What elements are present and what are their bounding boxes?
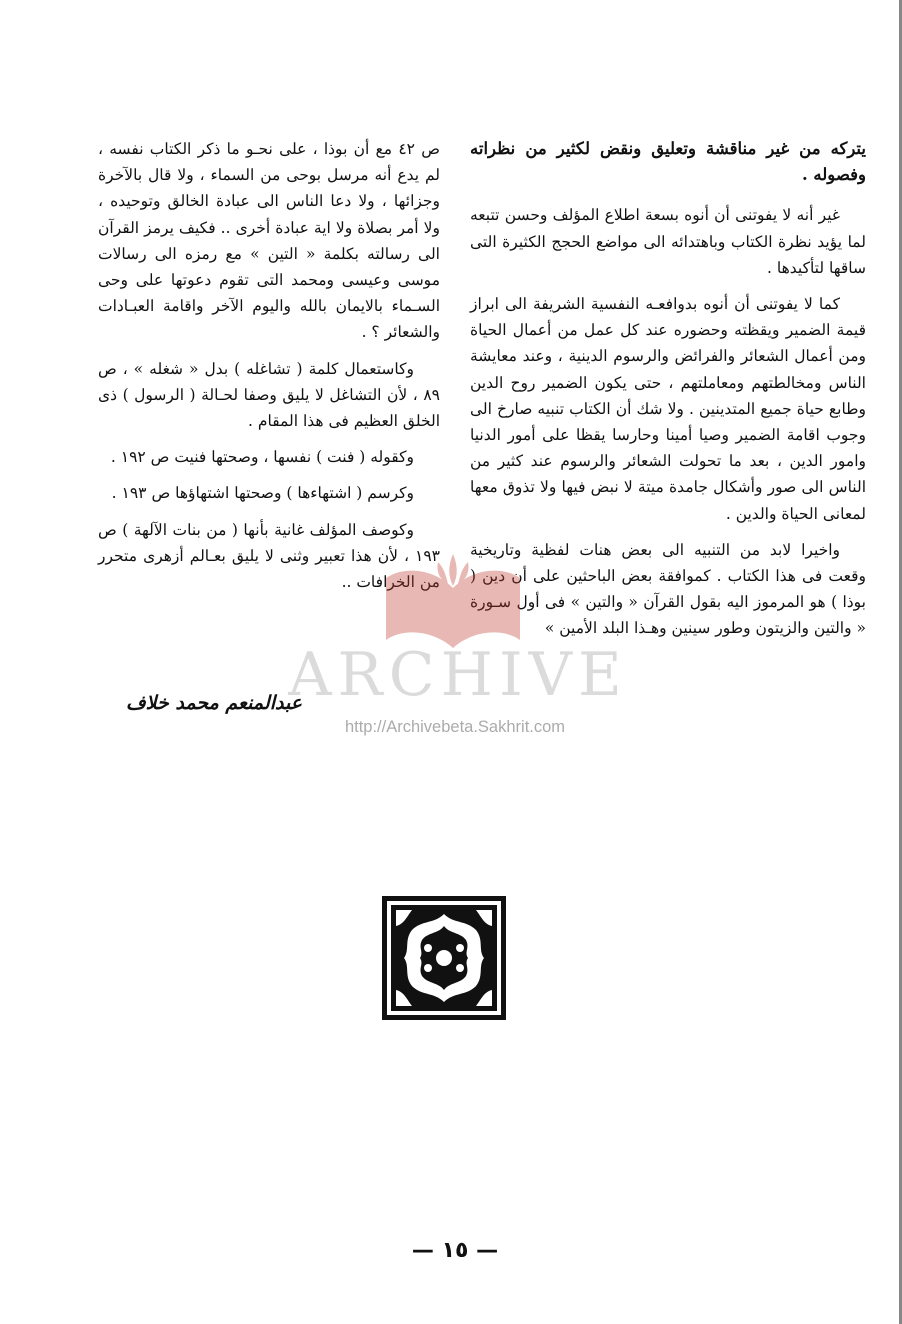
- right-column: [470, 136, 866, 652]
- right-paragraph-1: غير أنه لا يفوتنى أن أنوه بسعة اطلاع المؤلف وحسن تتبعه لما يؤيد نظرة الكتاب وباهتدائه الى مواضع الحجج الكثيرة التى ساقها لتأكيدها .: [470, 206, 866, 277]
- author-signature: عبدالمنعم محمد خلاف: [125, 692, 303, 714]
- watermark-url: http://Archivebeta.Sakhrit.com: [344, 718, 566, 736]
- right-paragraph-3: واخيرا لابد من التنبيه الى بعض هنات لفظية وتاريخية وقعت فى هذا الكتاب . كموافقة بعض الباحثين على أن دين ( بوذا ) هو المرموز اليه بقول القرآن « والتين » فى أول سـورة « والتين والزيتون وطور سينين وهـذا البلد الأمين »: [470, 540, 866, 638]
- arabesque-ornament-icon: [382, 896, 506, 1020]
- left-paragraph-4: وكرسم ( اشتهاءها ) وصحتها اشتهاؤها ص ١٩٣ .: [111, 484, 414, 503]
- right-paragraph-2: كما لا يفوتنى أن أنوه بدوافعـه النفسية الشريفة الى ابراز قيمة الضمير ويقظته وحضوره عند كل عمل من أعمال الحياة ومن أعمال الشعائر والفرائض والرسوم الدينية ، وعند معايشة الناس ومخالطتهم ومعاملتهم ، حتى يكون الضمير روح الدين وطابع حياة جميع المتدينين . ولا شك أن الكتاب تنبيه صارخ الى وجوب اقامة الضمير وصيا أمينا وحارسا يقظا على أمور الدنيا وامور الدين ، بعد ما تحولت الشعائر والرسوم عند كثير من الناس الى صور وأشكال جامدة ميتة لا نبض فيها ولا تذوق معها لمعانى الحياة والدين .: [470, 295, 866, 523]
- page-number: — ١٥ —: [411, 1238, 499, 1263]
- left-paragraph-2: وكاستعمال كلمة ( تشاغله ) بدل « شغله » ، ص ٨٩ ، لأن التشاغل لا يليق وصفا لحـالة ( الرسول ) ذى الخلق العظيم فى هذا المقام .: [98, 359, 440, 431]
- right-column-heading: يتركه من غير مناقشة وتعليق ونقض لكثير من نظراته وفصوله .: [470, 139, 866, 185]
- left-paragraph-3: وكقوله ( فنت ) نفسها ، وصحتها فنيت ص ١٩٢ .: [110, 448, 414, 467]
- left-column: [98, 136, 440, 605]
- watermark-word: ARCHIVE: [288, 640, 628, 710]
- left-paragraph-5: وكوصف المؤلف غانية بأنها ( من بنات الآلهة ) ص ١٩٣ ، لأن هذا تعبير وثنى لا يليق بعـالم أزهرى متحرر من الخرافات ..: [98, 520, 440, 592]
- left-paragraph-1: ص ٤٢ مع أن بوذا ، على نحـو ما ذكر الكتاب نفسه ، لم يدع أنه مرسل بوحى من السماء ، ولا قال بالآخرة وجزائها ، ولا دعا الناس الى عبادة الخالق وتوحيده ، ولا أمر بصلاة ولا اية عبادة أخرى .. فكيف يرمز القرآن الى رسالته بكلمة « التين » مع رمزه الى رسالات موسى وعيسى ومحمد التى تقوم دعوتها على وحى السـماء بالايمان بالله واليوم الآخر واقامة العبـادات والشعائر ؟ .: [98, 140, 440, 342]
